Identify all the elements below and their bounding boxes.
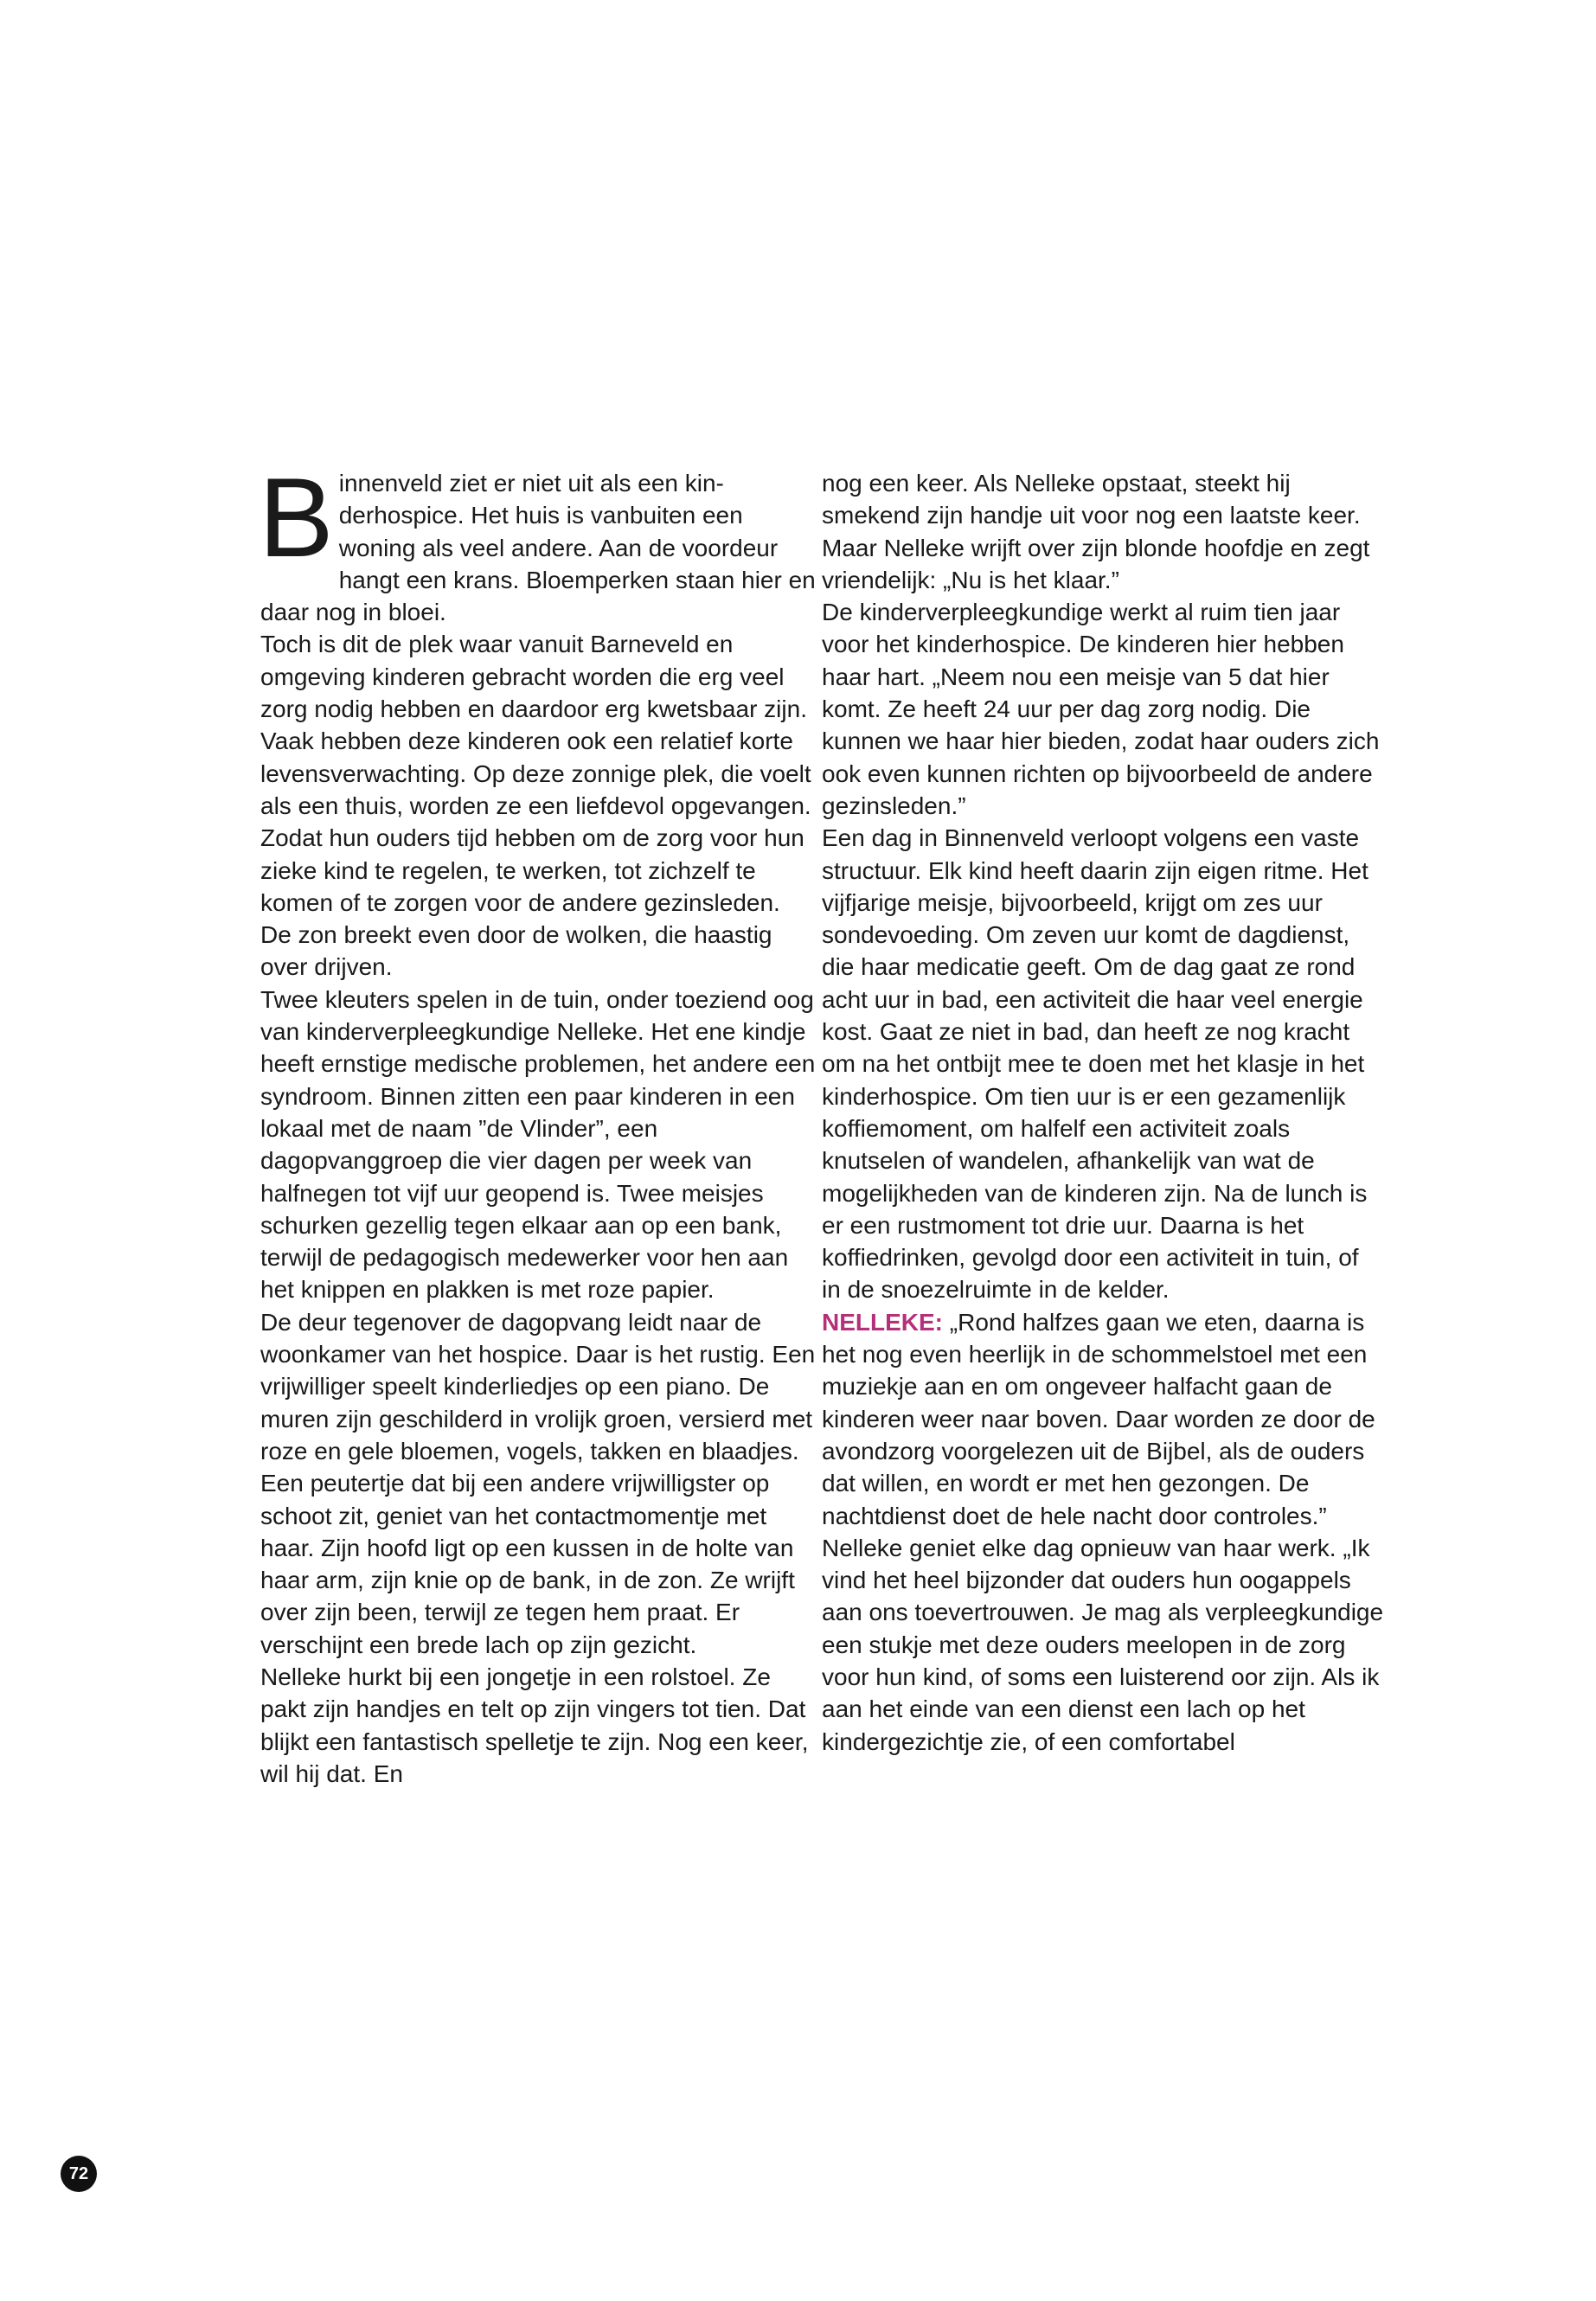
quote-text: „Rond halfzes gaan we eten, daarna is het nog even heerlijk in de schommelstoel met een muziekje aan en om ongeveer halfacht gaan de kinderen weer naar boven. Daar worden ze door de avondzorg voorgelezen uit de Bijbel, als de ouders dat willen, en wordt er met hen gezongen. De nachtdienst doet de hele nacht door controles.” <box>822 1308 1375 1529</box>
intro-text: innenveld ziet er niet uit als een kinderhospice. Het huis is vanbuiten een woning als veel andere. Aan de voordeur hangt een krans. Bloemperken staan hier en daar nog in bloei. <box>260 470 816 626</box>
body-paragraph: Een peutertje dat bij een andere vrijwilligster op schoot zit, geniet van het contactmomentje met haar. Zijn hoofd ligt op een kussen in de holte van haar arm, zijn knie op de bank, in de zon. Ze wrijft over zijn been, terwijl ze tegen hem praat. Er verschijnt een brede lach op zijn gezicht. <box>260 1470 795 1658</box>
intro-paragraph <box>259 454 823 628</box>
body-paragraph: nog een keer. Als Nelleke opstaat, steekt hij smekend zijn handje uit voor nog een laatste keer. Maar Nelleke wrijft over zijn blonde hoofdje en zegt vriendelijk: „Nu is het klaar.” <box>822 470 1370 593</box>
quote-speaker: NELLEKE: <box>822 1308 943 1336</box>
page-number-badge: 72 <box>61 2156 97 2192</box>
quote-paragraph <box>822 1306 1384 1532</box>
dropcap-letter: B <box>259 454 334 580</box>
body-paragraph: De zon breekt even door de wolken, die haastig over drijven. <box>260 921 772 981</box>
body-paragraph: Toch is dit de plek waar vanuit Barneveld en omgeving kinderen gebracht worden die erg veel zorg nodig hebben en daardoor erg kwetsbaar zijn. Vaak hebben deze kinderen ook een relatief korte levensverwachting. Op deze zonnige plek, die voelt als een thuis, worden ze een liefdevol opgevangen. Zodat hun ouders tijd hebben om de zorg voor hun zieke kind te regelen, te werken, tot zichzelf te komen of te zorgen voor de andere gezinsleden. <box>260 631 811 916</box>
article-right-column <box>822 467 1384 1758</box>
body-paragraph: Nelleke geniet elke dag opnieuw van haar werk. „Ik vind het heel bijzonder dat ouders hun oogappels aan ons toevertrouwen. Je mag als verpleegkundige een stukje met deze ouders meelopen in de zorg voor hun kind, of soms een luisterend oor zijn. Als ik aan het einde van een dienst een lach op het kindergezichtje zie, of een comfortabel <box>822 1534 1384 1755</box>
body-paragraph: Nelleke hurkt bij een jongetje in een rolstoel. Ze pakt zijn handjes en telt op zijn vingers tot tien. Dat blijkt een fantastisch spelletje te zijn. Nog een keer, wil hij dat. En <box>260 1663 809 1787</box>
body-paragraph: Twee kleuters spelen in de tuin, onder toeziend oog van kinderverpleegkundige Nelleke. Het ene kindje heeft ernstige medische problemen, het andere een syndroom. Binnen zitten een paar kinderen in een lokaal met de naam ”de Vlinder”, een dagopvanggroep die vier dagen per week van halfnegen tot vijf uur geopend is. Twee meisjes schurken gezellig tegen elkaar aan op een bank, terwijl de pedagogisch medewerker voor hen aan het knippen en plakken is met roze papier. <box>260 985 816 1304</box>
body-paragraph: De kinderverpleegkundige werkt al ruim tien jaar voor het kinderhospice. De kinderen hier hebben haar hart. „Neem nou een meisje van 5 dat hier komt. Ze heeft 24 uur per dag zorg nodig. Die kunnen we haar hier bieden, zodat haar ouders zich ook even kunnen richten op bijvoorbeeld de andere gezinsleden.” <box>822 599 1380 819</box>
article-left-column <box>259 454 823 1790</box>
body-paragraph: De deur tegenover de dagopvang leidt naar de woonkamer van het hospice. Daar is het rustig. Een vrijwilliger speelt kinderliedjes op een piano. De muren zijn geschilderd in vrolijk groen, versierd met roze en gele bloemen, vogels, takken en blaadjes. <box>260 1308 816 1465</box>
body-paragraph: Een dag in Binnenveld verloopt volgens een vaste structuur. Elk kind heeft daarin zijn eigen ritme. Het vijfjarige meisje, bijvoorbeeld, krijgt om zes uur sondevoeding. Om zeven uur komt de dagdienst, die haar medicatie geeft. Om de dag gaat ze rond acht uur in bad, een activiteit die haar veel energie kost. Gaat ze niet in bad, dan heeft ze nog kracht om na het ontbijt mee te doen met het klasje in het kinderhospice. Om tien uur is er een gezamenlijk koffiemoment, om halfelf een activiteit zoals knutselen of wandelen, afhankelijk van wat de mogelijkheden van de kinderen zijn. Na de lunch is er een rustmoment tot drie uur. Daarna is het koffiedrinken, gevolgd door een activiteit in tuin, of in de snoezelruimte in de kelder. <box>822 824 1368 1304</box>
